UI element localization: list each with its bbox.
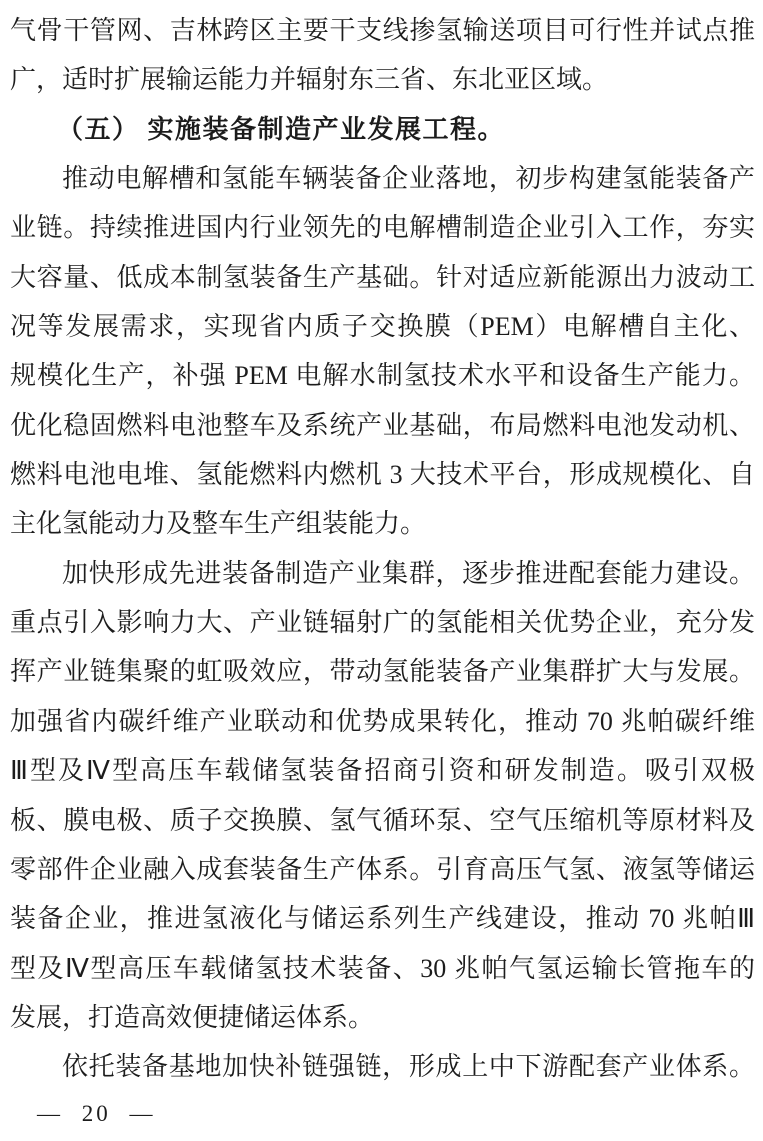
text-line: 重点引入影响力大、产业链辐射广的氢能相关优势企业，充分发 xyxy=(10,608,755,638)
text-line: 优化稳固燃料电池整车及系统产业基础，布局燃料电池发动机、 xyxy=(10,410,755,440)
text-line: 主化氢能动力及整车生产组装能力。 xyxy=(10,509,427,539)
text-line: 广，适时扩展输运能力并辐射东三省、东北亚区域。 xyxy=(10,65,609,95)
text-line: 况等发展需求，实现省内质子交换膜（PEM）电解槽自主化、 xyxy=(10,312,755,342)
text-line: 气骨干管网、吉林跨区主要干支线掺氢输送项目可行性并试点推 xyxy=(10,16,755,45)
text-line: 装备企业，推进氢液化与储运系列生产线建设，推动 70 兆帕Ⅲ xyxy=(10,904,755,934)
section-heading: （五） 实施装备制造产业发展工程。 xyxy=(57,114,506,144)
text-line: 板、膜电极、质子交换膜、氢气循环泵、空气压缩机等原材料及 xyxy=(10,805,755,835)
text-line: 发展，打造高效便捷储运体系。 xyxy=(10,1002,375,1032)
text-line: Ⅲ型及Ⅳ型高压车载储氢装备招商引资和研发制造。吸引双极 xyxy=(10,756,755,786)
text-line: 大容量、低成本制氢装备生产基础。针对适应新能源出力波动工 xyxy=(10,262,755,292)
text-line: 规模化生产，补强 PEM 电解水制氢技术水平和设备生产能力。 xyxy=(10,361,755,391)
text-line: 零部件企业融入成套装备生产体系。引育高压气氢、液氢等储运 xyxy=(10,854,755,884)
text-line: 型及Ⅳ型高压车载储氢技术装备、30 兆帕气氢运输长管拖车的 xyxy=(10,953,755,983)
text-line: 燃料电池电堆、氢能燃料内燃机 3 大技术平台，形成规模化、自 xyxy=(10,460,755,490)
page-number: — 20 — xyxy=(37,1101,156,1126)
document-body xyxy=(10,6,755,1092)
text-line: 业链。持续推进国内行业领先的电解槽制造企业引入工作，夯实 xyxy=(10,213,755,243)
text-line: 加快形成先进装备制造产业集群，逐步推进配套能力建设。 xyxy=(62,558,755,588)
text-line: 加强省内碳纤维产业联动和优势成果转化，推动 70 兆帕碳纤维 xyxy=(10,706,755,736)
text-line: 推动电解槽和氢能车辆装备企业落地，初步构建氢能装备产 xyxy=(62,164,755,194)
text-line: 挥产业链集聚的虹吸效应，带动氢能装备产业集群扩大与发展。 xyxy=(10,657,755,687)
text-line: 依托装备基地加快补链强链，形成上中下游配套产业体系。 xyxy=(62,1052,755,1082)
